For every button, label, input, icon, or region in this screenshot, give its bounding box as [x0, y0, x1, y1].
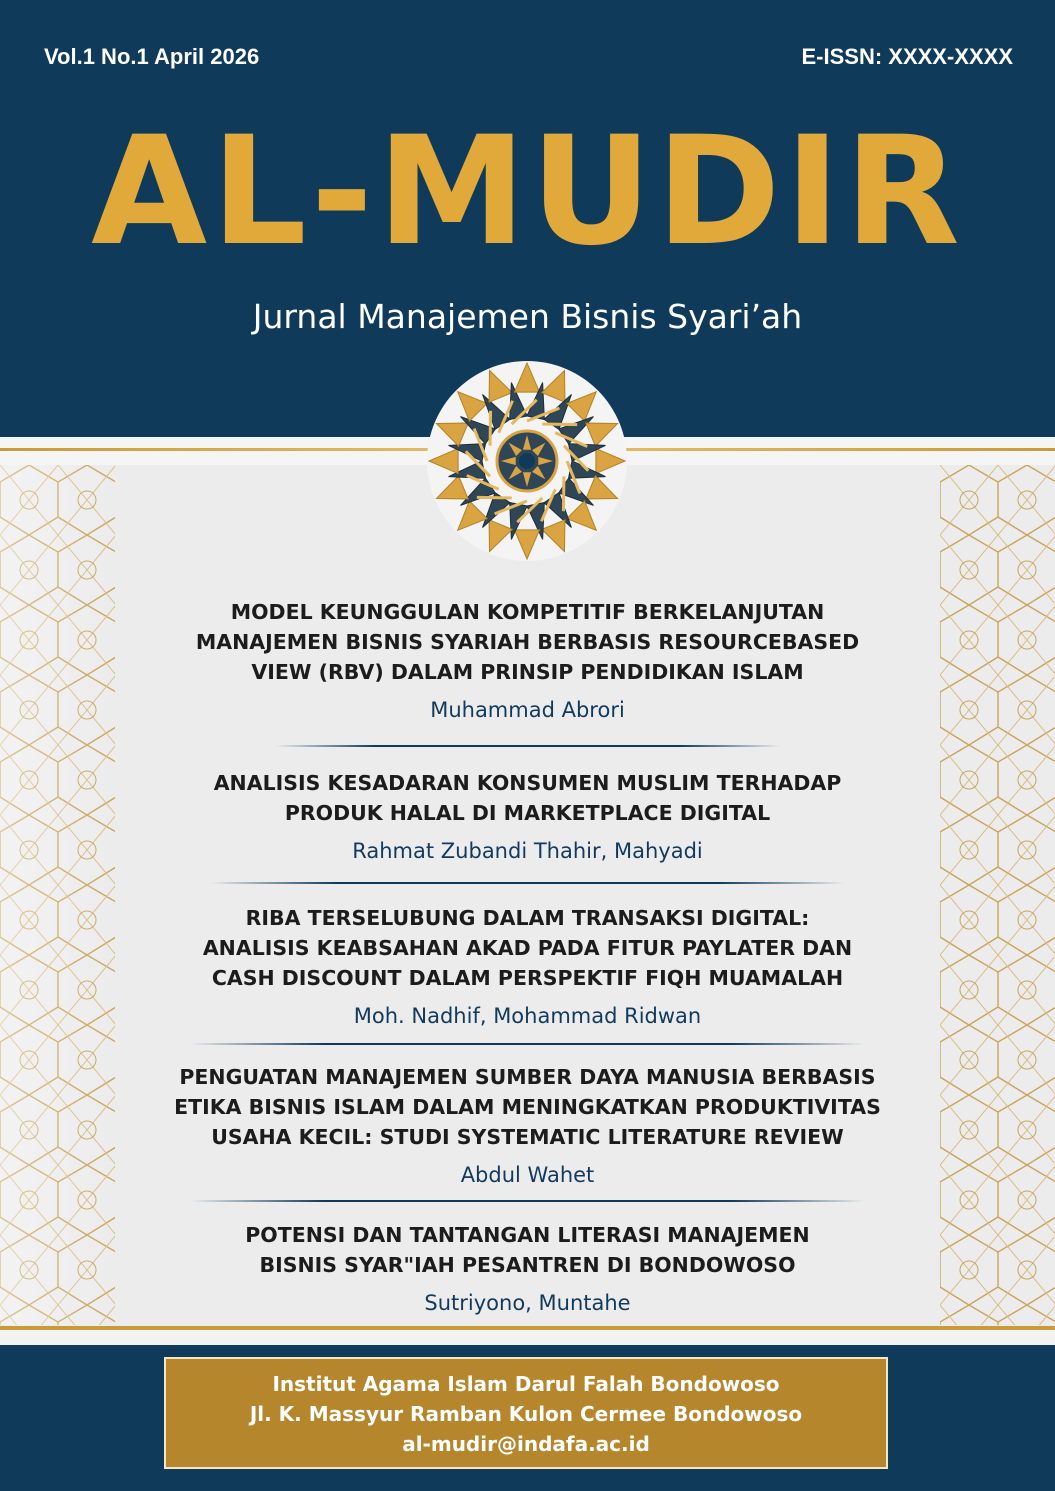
journal-subtitle: Jurnal Manajemen Bisnis Syari’ah — [252, 297, 803, 336]
article-entry — [150, 1062, 905, 1190]
journal-title: AL-MUDIR — [91, 105, 964, 279]
article-divider — [190, 1043, 865, 1045]
islamic-star-emblem-icon — [421, 355, 633, 567]
article-title-line: PRODUK HALAL DI MARKETPLACE DIGITAL — [284, 801, 771, 825]
article-title-line: VIEW (RBV) DALAM PRINSIP PENDIDIKAN ISLAM — [251, 660, 804, 684]
geometric-lattice-pattern-left — [0, 465, 115, 1325]
article-author: Moh. Nadhif, Mohammad Ridwan — [353, 1004, 702, 1028]
article-title-line: ANALISIS KEABSAHAN AKAD PADA FITUR PAYLATER DAN — [202, 936, 853, 960]
article-entry — [150, 597, 905, 725]
article-title-line: BISNIS SYAR"IAH PESANTREN DI BONDOWOSO — [259, 1253, 796, 1277]
article-author: Abdul Wahet — [460, 1163, 595, 1187]
article-title-line: ETIKA BISNIS ISLAM DALAM MENINGKATKAN PRODUKTIVITAS — [174, 1095, 881, 1119]
institution-address: Jl. K. Massyur Ramban Kulon Cermee Bondowoso — [249, 1402, 803, 1426]
article-author: Muhammad Abrori — [430, 698, 625, 722]
article-title-line: MODEL KEUNGGULAN KOMPETITIF BERKELANJUTAN — [230, 600, 825, 624]
article-title-line: MANAJEMEN BISNIS SYARIAH BERBASIS RESOURCEBASED — [195, 630, 860, 654]
article-entry — [150, 903, 905, 1031]
volume-label: Vol.1 No.1 April 2026 — [44, 44, 260, 69]
article-title-line: CASH DISCOUNT DALAM PERSPEKTIF FIQH MUAMALAH — [211, 966, 844, 990]
footer-white-band — [0, 1330, 1055, 1345]
article-title-line: ANALISIS KESADARAN KONSUMEN MUSLIM TERHADAP — [213, 771, 842, 795]
article-entry — [150, 1220, 905, 1318]
institution-email: al-mudir@indafa.ac.id — [402, 1432, 650, 1456]
article-divider — [210, 882, 845, 884]
article-author: Rahmat Zubandi Thahir, Mahyadi — [352, 839, 703, 863]
geometric-lattice-pattern-right — [940, 465, 1055, 1325]
article-divider — [190, 1200, 865, 1202]
article-entry — [150, 768, 905, 866]
article-author: Sutriyono, Muntahe — [424, 1291, 631, 1315]
article-title-line: USAHA KECIL: STUDI SYSTEMATIC LITERATURE REVIEW — [211, 1125, 844, 1149]
institution-name: Institut Agama Islam Darul Falah Bondowoso — [272, 1372, 780, 1396]
publisher-box — [164, 1357, 888, 1469]
article-divider — [275, 745, 780, 747]
article-title-line: PENGUATAN MANAJEMEN SUMBER DAYA MANUSIA BERBASIS — [179, 1065, 876, 1089]
issn-label: E-ISSN: XXXX-XXXX — [801, 44, 1013, 69]
article-title-line: RIBA TERSELUBUNG DALAM TRANSAKSI DIGITAL: — [245, 906, 810, 930]
article-title-line: POTENSI DAN TANTANGAN LITERASI MANAJEMEN — [245, 1223, 810, 1247]
